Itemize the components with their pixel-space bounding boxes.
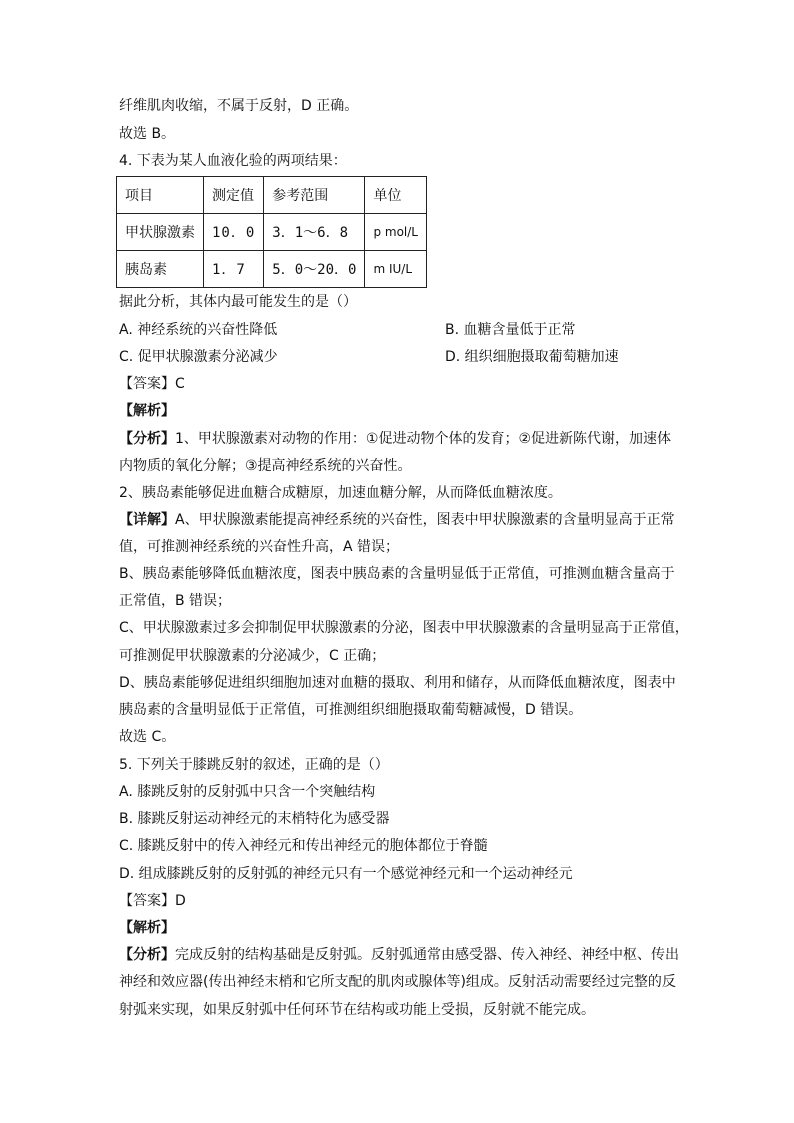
table-cell: 10．0 — [204, 214, 264, 251]
table-cell: m IU/L — [365, 251, 427, 288]
table-header-cell: 项目 — [117, 177, 204, 214]
detail-line: 值，可推测神经系统的兴奋性升高，A 错误； — [119, 539, 400, 555]
detail-line: B、胰岛素能够降低血糖浓度，图表中胰岛素的含量明显低于正常值，可推测血糖含量高于 — [119, 566, 675, 582]
analysis-line — [119, 429, 671, 449]
table-cell: 1．7 — [204, 251, 264, 288]
option-b: B. 膝跳反射运动神经元的末梢特化为感受器 — [119, 811, 390, 827]
analysis-line: 射弧来实现，如果反射弧中任何环节在结构或功能上受损，反射就不能完成。 — [119, 1002, 595, 1018]
option-a: A. 膝跳反射的反射弧中只含一个突触结构 — [119, 784, 376, 800]
analysis-label: 【分析】 — [119, 431, 175, 447]
question-5-title: 5. 下列关于膝跳反射的叙述，正确的是（） — [119, 757, 389, 773]
table-header-cell: 测定值 — [204, 177, 264, 214]
choose-line: 故选 C。 — [119, 729, 176, 745]
question-4-title: 4. 下表为某人血液化验的两项结果： — [119, 153, 347, 169]
detail-line: C、甲状腺激素过多会抑制促甲状腺激素的分泌，图表中甲状腺激素的含量明显高于正常值， — [119, 620, 689, 636]
table-cell: 甲状腺激素 — [117, 214, 204, 251]
detail-label: 【详解】 — [119, 512, 175, 528]
option-d: D. 组织细胞摄取葡萄糖加速 — [445, 349, 619, 365]
table-header-cell: 参考范围 — [264, 177, 365, 214]
detail-line: 正常值，B 错误； — [119, 593, 232, 609]
option-c: C. 膝跳反射中的传入神经元和传出神经元的胞体都位于脊髓 — [119, 838, 488, 854]
text-line: 纤维肌肉收缩，不属于反射，D 正确。 — [119, 98, 359, 114]
analysis-text: 1、甲状腺激素对动物的作用：①促进动物个体的发育；②促进新陈代谢，加速体 — [175, 431, 672, 447]
blood-test-table — [116, 176, 427, 288]
text-line: 故选 B。 — [119, 126, 176, 142]
analysis-text: 完成反射的结构基础是反射弧。反射弧通常由感受器、传入神经、神经中枢、传出 — [175, 947, 679, 963]
analysis-heading: 【解析】 — [119, 403, 175, 419]
table-row — [117, 251, 427, 288]
table-header-row — [117, 177, 427, 214]
question-4-prompt: 据此分析，其体内最可能发生的是（） — [119, 294, 357, 310]
detail-line: 可推测促甲状腺激素的分泌减少，C 正确； — [119, 648, 386, 664]
option-c: C. 促甲状腺激素分泌减少 — [119, 349, 278, 365]
table-cell: 胰岛素 — [117, 251, 204, 288]
table-cell: 5．0～20．0 — [264, 251, 365, 288]
option-d: D. 组成膝跳反射的反射弧的神经元只有一个感觉神经元和一个运动神经元 — [119, 866, 573, 882]
analysis-line: 神经和效应器(传出神经末梢和它所支配的肌肉或腺体等)组成。反射活动需要经过完整的反 — [119, 974, 676, 990]
analysis-line: 2、胰岛素能够促进血糖合成糖原，加速血糖分解，从而降低血糖浓度。 — [119, 485, 562, 501]
detail-line — [119, 510, 675, 530]
table-cell: 3．1～6．8 — [264, 214, 365, 251]
analysis-line — [119, 945, 679, 965]
analysis-label: 【分析】 — [119, 947, 175, 963]
table-cell: p mol/L — [365, 214, 427, 251]
analysis-line: 内物质的氧化分解；③提高神经系统的兴奋性。 — [119, 458, 412, 474]
detail-line: D、胰岛素能够促进组织细胞加速对血糖的摄取、利用和储存，从而降低血糖浓度，图表中 — [119, 675, 676, 691]
analysis-heading: 【解析】 — [119, 920, 175, 936]
table-row — [117, 214, 427, 251]
answer: 【答案】D — [119, 893, 186, 909]
answer: 【答案】C — [119, 376, 185, 392]
detail-line: 胰岛素的含量明显低于正常值，可推测组织细胞摄取葡萄糖减慢，D 错误。 — [119, 702, 583, 718]
table-header-cell: 单位 — [365, 177, 427, 214]
option-a: A. 神经系统的兴奋性降低 — [119, 322, 278, 338]
detail-text: A、甲状腺激素能提高神经系统的兴奋性，图表中甲状腺激素的含量明显高于正常 — [175, 512, 675, 528]
option-b: B. 血糖含量低于正常 — [445, 322, 576, 338]
